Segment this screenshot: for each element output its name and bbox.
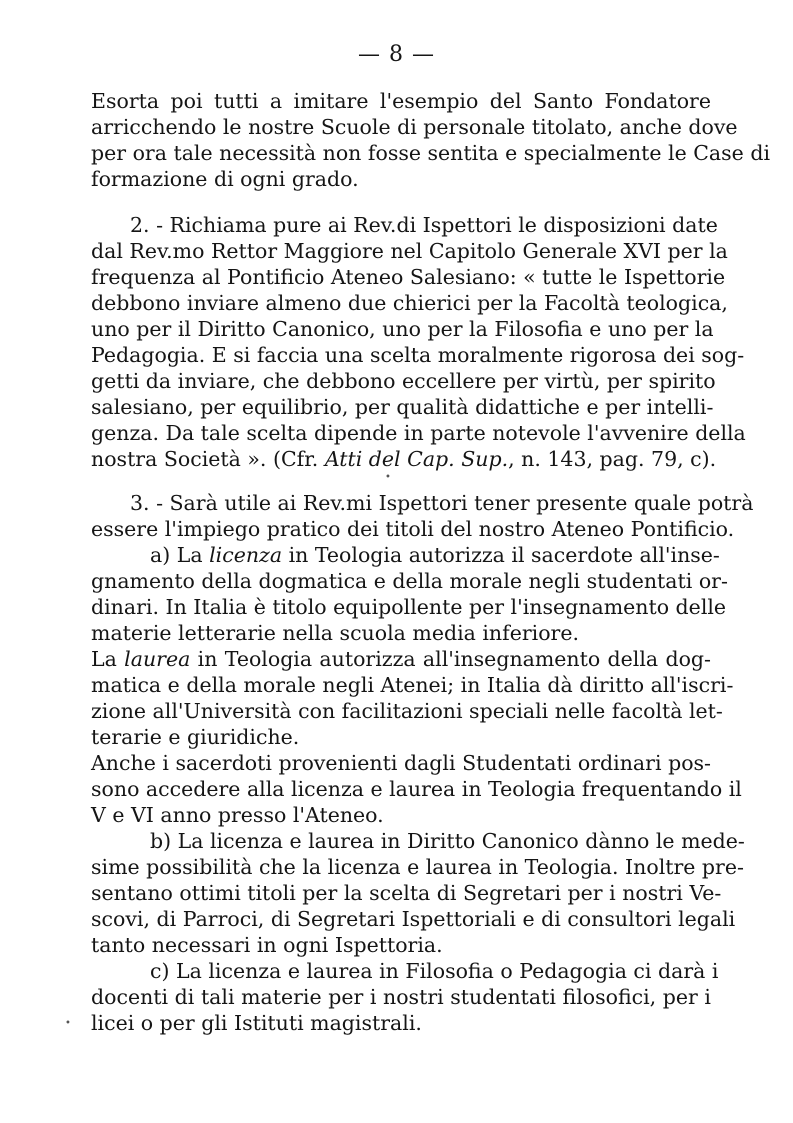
term-italic: laurea [124,647,191,671]
text-line: dinari. In Italia è titolo equipollente per l'insegnamento delle [91,595,727,619]
text-line: per ora tale necessità non fosse sentita e specialmente le Case di [91,141,771,165]
text-line: sono accedere alla licenza e laurea in Teologia frequentando il [91,777,742,801]
text-line-pre: La [91,647,125,671]
citation-italic: Atti del Cap. Sup. [324,447,509,471]
term-italic: licenza [209,543,283,567]
page-number: — 8 — [358,42,435,67]
text-line: zione all'Università con facilitazioni speciali nelle facoltà let- [91,699,723,723]
text-line: gnamento della dogmatica e della morale negli studentati or- [91,569,728,593]
text-line-pre: a) La [150,543,210,567]
text-line [91,446,717,472]
text-line: 2. - Richiama pure ai Rev.di Ispettori le disposizioni date [130,213,718,237]
text-line: b) La licenza e laurea in Diritto Canonico dànno le mede- [150,829,745,853]
text-line: V e VI anno presso l'Ateneo. [91,803,384,827]
text-line-post: , n. 143, pag. 79, c). [508,447,717,471]
text-line: debbono inviare almeno due chierici per la Facoltà teologica, [91,291,728,315]
text-line: terarie e giuridiche. [91,725,300,749]
text-line: materie letterarie nella scuola media inferiore. [91,621,579,645]
text-line: scovi, di Parroci, di Segretari Ispettoriali e di consultori legali [91,907,736,931]
text-line [150,542,720,568]
text-line: formazione di ogni grado. [91,167,359,191]
text-line-post: in Teologia autorizza il sacerdote all'inse- [282,543,720,567]
text-line: Pedagogia. E si faccia una scelta moralmente rigorosa dei sog- [91,343,745,367]
text-line-pre: nostra Società ». (Cfr. [91,447,325,471]
text-line: tanto necessari in ogni Ispettoria. [91,933,443,957]
text-line: matica e della morale negli Atenei; in Italia dà diritto all'iscri- [91,673,734,697]
text-line: sime possibilità che la licenza e laurea in Teologia. Inoltre pre- [91,855,744,879]
text-line: sentano ottimi titoli per la scelta di Segretari per i nostri Ve- [91,881,722,905]
text-line: 3. - Sarà utile ai Rev.mi Ispettori tener presente quale potrà [130,491,754,515]
text-line: c) La licenza e laurea in Filosofia o Pedagogia ci darà i [150,959,719,983]
text-line: arricchendo le nostre Scuole di personale titolato, anche dove [91,115,738,139]
text-line: getti da inviare, che debbono eccellere per virtù, per spirito [91,369,716,393]
text-line: Esorta poi tutti a imitare l'esempio del Santo Fondatore [91,89,711,113]
text-line: frequenza al Pontificio Ateneo Salesiano: « tutte le Ispettorie [91,265,726,289]
text-line: uno per il Diritto Canonico, uno per la Filosofia e uno per la [91,317,714,341]
text-line-post: in Teologia autorizza all'insegnamento della dog- [190,647,711,671]
text-line: Anche i sacerdoti provenienti dagli Studentati ordinari pos- [91,751,711,775]
text-line: genza. Da tale scelta dipende in parte notevole l'avvenire della [91,421,746,445]
text-line: essere l'impiego pratico dei titoli del nostro Ateneo Pontificio. [91,517,735,541]
text-line [91,646,711,672]
text-line: salesiano, per equilibrio, per qualità didattiche e per intelli- [91,395,714,419]
text-line: licei o per gli Istituti magistrali. [91,1011,422,1035]
text-line: dal Rev.mo Rettor Maggiore nel Capitolo Generale XVI per la [91,239,728,263]
speck-mark: • [385,472,391,483]
text-line: docenti di tali materie per i nostri studentati filosofici, per i [91,985,711,1009]
speck-mark: • [65,1018,71,1029]
